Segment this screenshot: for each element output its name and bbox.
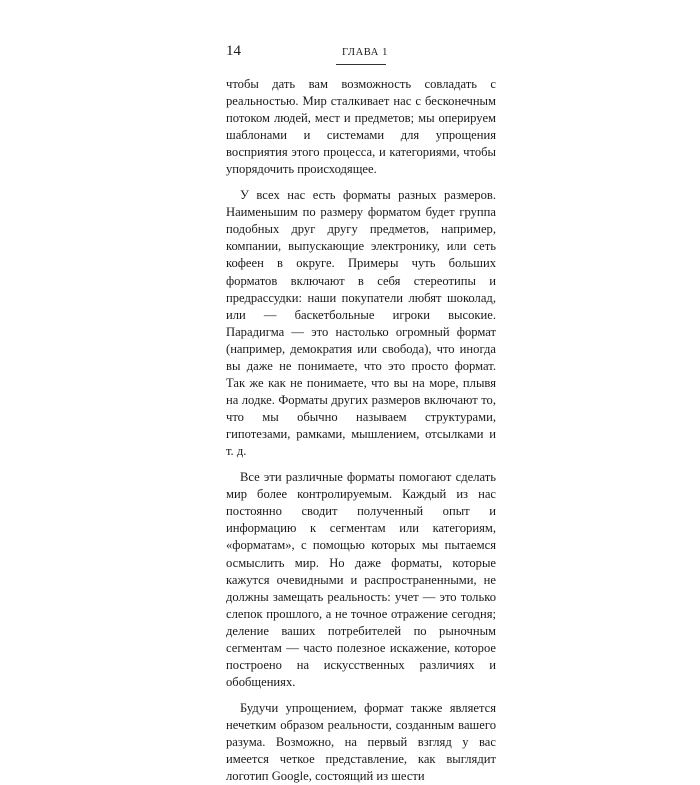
body-text [226,76,496,785]
paragraph-continued: чтобы дать вам возможность совладать с реальностью. Мир сталкивает нас с бесконечным потоком людей, мест и предметов; мы оперируем шаблонами и системами для упрощения восприятия этого процесса, и категориями, чтобы упорядочить происходящее. [226,77,496,177]
paragraph: У всех нас есть форматы разных размеров. Наименьшим по размеру форматом будет группа подобных друг другу предметов, например, компании, выпускающие электронику, или сеть кофеен в округе. Примеры чуть больших форматов включают в себя стереотипы и предрассудки: наши покупатели любят шоколад, или — баскетбольные игроки высокие. Парадигма — это настолько огромный формат (например, демократия или свобода), что иногда вы даже не понимаете, что это просто формат. Так же как не понимаете, что вы на море, плывя на лодке. Форматы других размеров включают то, что мы обычно называем структурами, гипотезами, рамками, мышлением, отсылками и т. д. [226,188,496,459]
paragraph: Будучи упрощением, формат также является нечетким образом реальности, созданным вашего разума. Возможно, на первый взгляд у вас имеется четкое представление, как выглядит логотип Google, состоящий из шести [226,700,496,784]
page-number: 14 [226,43,241,59]
paragraph: Все эти различные форматы помогают сделать мир более контролируемым. Каждый из нас постоянно сводит полученный опыт и информацию к сегментам или категориям, «форматам», с помощью которых мы пытаемся осмыслить мир. Но даже форматы, которые кажутся очевидными и распространенными, не должны замещать реальность: учет — это только слепок прошлого, а не точное отражение сегодня; деление ваших потребителей по рыночным сегментам — часто полезное искажение, которое построено на искусственных различиях и обобщениях. [226,470,496,690]
chapter-title: ГЛАВА 1 [342,47,388,58]
header-rule [336,64,386,65]
running-head [226,34,496,70]
